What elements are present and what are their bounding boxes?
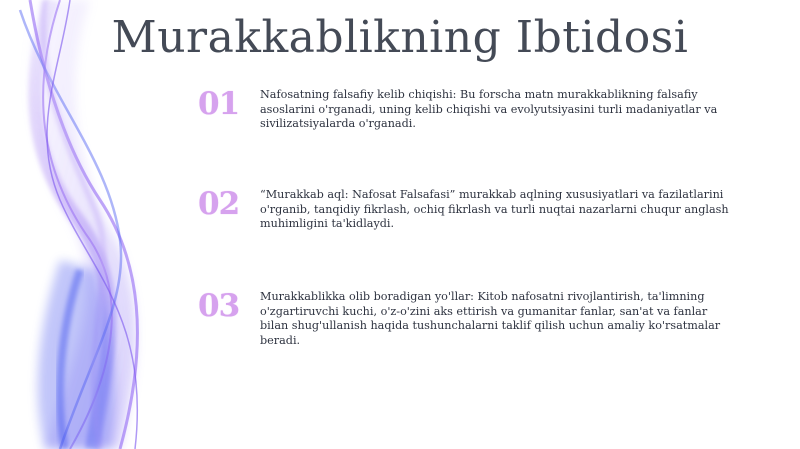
item-number: 03 <box>198 288 240 324</box>
list-item <box>198 88 738 158</box>
list-item <box>198 188 738 258</box>
item-text: Murakkablikka olib boradigan yo'llar: Kitob nafosatni rivojlantirish, ta'limning o'zgartiruvchi kuchi, o'z-o'zini aks ettirish va gumanitar fanlar, san'at va fanlar bilan shug'ullanish haqida tushunchalarni taklif qilish uchun amaliy ko'rsatmalar beradi. <box>260 290 721 347</box>
page-title: Murakkablikning Ibtidosi <box>111 12 689 63</box>
list-item <box>198 290 738 360</box>
item-number: 02 <box>198 186 240 222</box>
item-text: “Murakkab aql: Nafosat Falsafasi” murakkab aqlning xususiyatlari va fazilatlarini o'rganib, tanqidiy fikrlash, ochiq fikrlash va turli nuqtai nazarlarni chuqur anglash muhimligini ta'kidlaydi. <box>260 188 729 230</box>
item-text: Nafosatning falsafiy kelib chiqishi: Bu forscha matn murakkablikning falsafiy asoslarini o'rganadi, uning kelib chiqishi va evolyutsiyasini turli madaniyatlar va sivilizatsiyalarda o'rganadi. <box>260 88 718 130</box>
item-number: 01 <box>198 86 240 122</box>
